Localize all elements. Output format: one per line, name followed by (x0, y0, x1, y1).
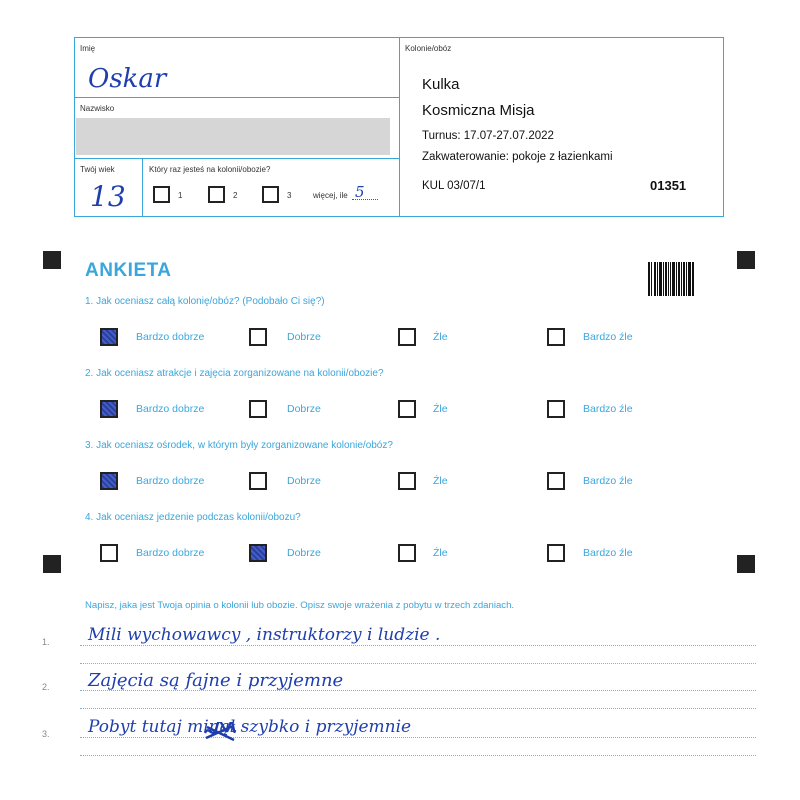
question-1-option-2-label: Dobrze (287, 331, 321, 343)
question-3-option-1-checkbox[interactable] (100, 472, 118, 490)
opinion-line-2-dotted-rule-secondary (80, 708, 756, 709)
header-divider-age (142, 158, 143, 217)
age-label: Twój wiek (80, 165, 115, 174)
question-4-text: 4. Jak oceniasz jedzenie podczas kolonii/obozu? (85, 512, 301, 523)
turnus-value: 17.07-27.07.2022 (463, 130, 554, 142)
camp-code: KUL 03/07/1 (422, 180, 486, 192)
opinion-line-3-number: 3. (42, 729, 50, 739)
times-option-1-checkbox[interactable] (153, 186, 170, 203)
question-3-option-4-checkbox[interactable] (547, 472, 565, 490)
question-3-option-1-label: Bardzo dobrze (136, 475, 205, 487)
question-1-text: 1. Jak oceniasz całą kolonię/obóz? (Podobało Ci się?) (85, 296, 325, 307)
name-value[interactable]: Oskar (88, 64, 167, 94)
surname-redacted-field[interactable] (76, 118, 390, 155)
opinion-line-1-dotted-rule-secondary (80, 663, 756, 664)
name-label: Imię (80, 44, 96, 53)
question-4-option-4-label: Bardzo źle (583, 547, 633, 559)
form-number: 01351 (650, 178, 687, 193)
question-3-option-2-checkbox[interactable] (249, 472, 267, 490)
header-divider-vertical (399, 37, 400, 217)
times-option-3-label: 3 (287, 191, 292, 200)
header-divider-name (74, 97, 399, 98)
camp-label: Kolonie/obóz (405, 44, 452, 53)
question-4-option-1-label: Bardzo dobrze (136, 547, 205, 559)
question-3-option-2-label: Dobrze (287, 475, 321, 487)
opinion-line-3-handwriting[interactable]: Pobyt tutaj minął szybko i przyjemnie (88, 717, 412, 737)
question-4-option-2-checkbox[interactable] (249, 544, 267, 562)
question-2-option-3-checkbox[interactable] (398, 400, 416, 418)
times-label: Który raz jesteś na kolonii/obozie? (149, 165, 271, 174)
registration-marker-bottom-right (737, 555, 755, 573)
header-divider-surname (74, 158, 399, 159)
opinion-line-2-handwriting[interactable]: Zajęcia są fajne i przyjemne (88, 670, 344, 691)
question-3-text: 3. Jak oceniasz ośrodek, w którym były zorganizowane kolonie/obóz? (85, 440, 393, 451)
question-1-option-1-checkbox[interactable] (100, 328, 118, 346)
question-1-option-2-checkbox[interactable] (249, 328, 267, 346)
question-3-option-3-checkbox[interactable] (398, 472, 416, 490)
more-value[interactable]: 5 (355, 183, 365, 201)
opinion-line-3-dotted-rule (80, 737, 756, 738)
question-1-option-4-checkbox[interactable] (547, 328, 565, 346)
opinion-line-3-dotted-rule-secondary (80, 755, 756, 756)
opinion-line-1-number: 1. (42, 637, 50, 647)
accommodation-row (422, 151, 613, 163)
question-2-option-1-checkbox[interactable] (100, 400, 118, 418)
camp-name: Kulka (422, 76, 460, 93)
question-2-option-4-checkbox[interactable] (547, 400, 565, 418)
times-option-2-checkbox[interactable] (208, 186, 225, 203)
accommodation-value: pokoje z łazienkami (512, 151, 613, 163)
camp-program: Kosmiczna Misja (422, 102, 535, 119)
opinion-line-2-number: 2. (42, 682, 50, 692)
registration-marker-top-left (43, 251, 61, 269)
opinion-line-1-dotted-rule (80, 645, 756, 646)
registration-marker-top-right (737, 251, 755, 269)
times-option-2-label: 2 (233, 191, 238, 200)
question-2-option-4-label: Bardzo źle (583, 403, 633, 415)
question-2-option-3-label: Źle (433, 403, 448, 415)
registration-marker-bottom-left (43, 555, 61, 573)
opinion-prompt: Napisz, jaka jest Twoja opinia o kolonii lub obozie. Opisz swoje wrażenia z pobytu w trzech zdaniach. (85, 600, 515, 611)
question-4-option-2-label: Dobrze (287, 547, 321, 559)
surname-label: Nazwisko (80, 104, 115, 113)
question-1-option-3-checkbox[interactable] (398, 328, 416, 346)
times-option-1-label: 1 (178, 191, 183, 200)
accommodation-label: Zakwaterowanie: (422, 151, 509, 163)
opinion-line-1-handwriting[interactable]: Mili wychowawcy , instruktorzy i ludzie . (88, 625, 441, 645)
question-2-option-2-checkbox[interactable] (249, 400, 267, 418)
question-4-option-3-label: Źle (433, 547, 448, 559)
more-label: więcej, ile (313, 191, 348, 200)
crossed-out-scribble (203, 722, 237, 744)
question-3-option-4-label: Bardzo źle (583, 475, 633, 487)
question-4-option-3-checkbox[interactable] (398, 544, 416, 562)
turnus-label: Turnus: (422, 130, 461, 142)
turnus-row (422, 130, 554, 142)
question-1-option-4-label: Bardzo źle (583, 331, 633, 343)
survey-title: ANKIETA (85, 260, 172, 281)
question-2-option-2-label: Dobrze (287, 403, 321, 415)
age-value[interactable]: 13 (90, 180, 126, 213)
question-1-option-1-label: Bardzo dobrze (136, 331, 205, 343)
times-option-3-checkbox[interactable] (262, 186, 279, 203)
barcode-icon (648, 262, 694, 296)
question-4-option-4-checkbox[interactable] (547, 544, 565, 562)
question-2-option-1-label: Bardzo dobrze (136, 403, 205, 415)
question-3-option-3-label: Źle (433, 475, 448, 487)
question-4-option-1-checkbox[interactable] (100, 544, 118, 562)
question-1-option-3-label: Źle (433, 331, 448, 343)
question-2-text: 2. Jak oceniasz atrakcje i zajęcia zorganizowane na kolonii/obozie? (85, 368, 384, 379)
